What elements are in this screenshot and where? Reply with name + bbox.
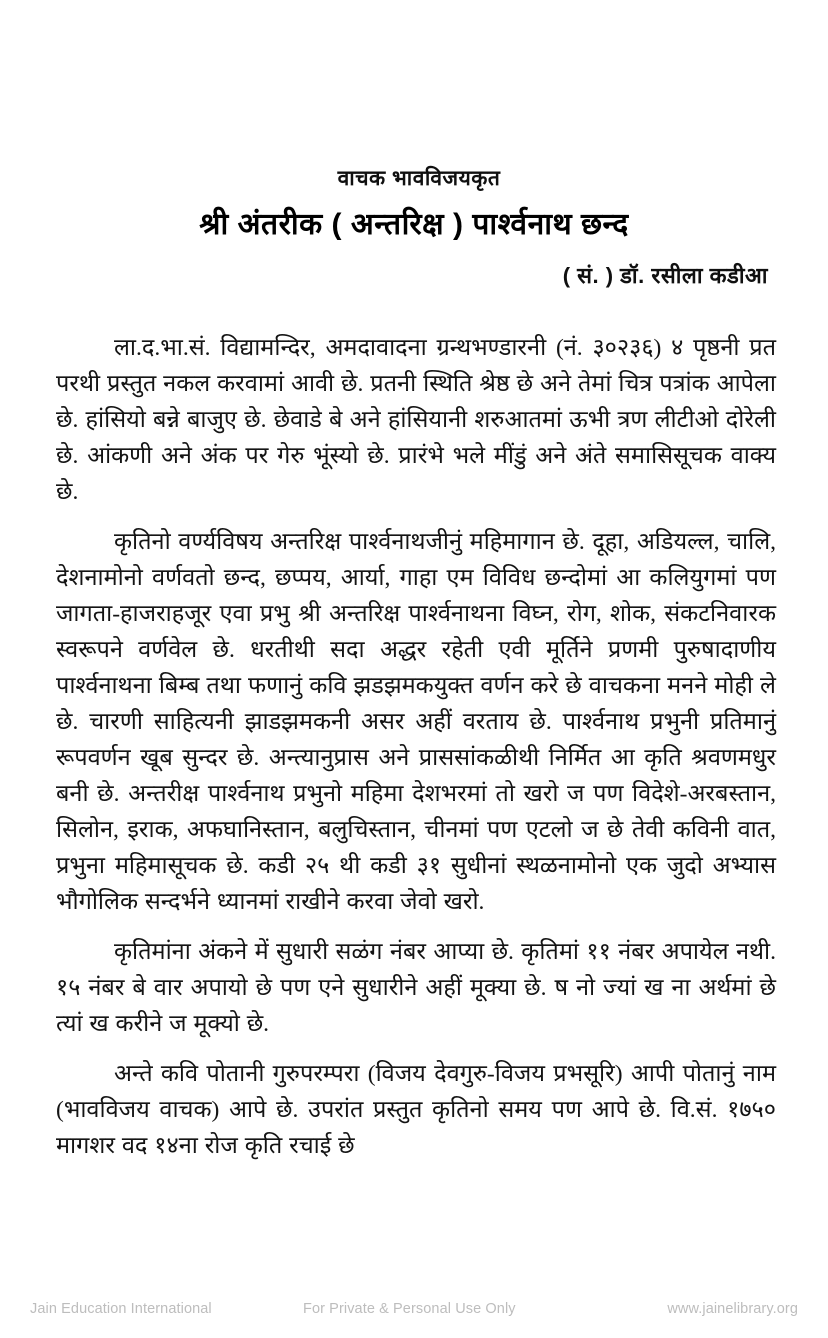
- editor-byline: ( सं. ) डॉ. रसीला कडीआ: [562, 262, 768, 288]
- page-header: [56, 166, 772, 290]
- page-title: श्री अंतरीक ( अन्तरिक्ष ) पार्श्वनाथ छन्द: [199, 208, 629, 242]
- paragraph-3: कृतिमांना अंकने में सुधारी सळंग नंबर आप्या छे. कृतिमां ११ नंबर अपायेल नथी. १५ नंबर बे वार अपायो छे पण एने सुधारीने अहीं मूक्या छे. ष नो ज्यां ख ना अर्थमां छे त्यां ख करीने ज मूक्यो छे.: [56, 939, 776, 1037]
- paragraph-1: ला.द.भा.सं. विद्यामन्दिर, अमदावादना ग्रन्थभण्डारनी (नं. ३०२३६) ४ पृष्ठनी प्रत परथी प्रस्तुत नकल करवामां आवी छे. प्रतनी स्थिति श्रेष्ठ छे अने तेमां चित्र पत्रांक आपेला छे. हांसियो बन्ने बाजुए छे. छेवाडे बे अने हांसियानी शरुआतमां ऊभी त्रण लीटीओ दोरेली छे. आंकणी अने अंक पर गेरु भूंस्यो छे. प्रारंभे भले मींडुं अने अंते समासिसूचक वाक्य छे.: [56, 335, 776, 505]
- footer-usage-notice: For Private & Personal Use Only: [303, 1301, 516, 1317]
- footer-organization: Jain Education International: [30, 1301, 212, 1317]
- body-text-column: [56, 330, 776, 1164]
- paragraph-2: कृतिनो वर्ण्यविषय अन्तरिक्ष पार्श्वनाथजीनुं महिमागान छे. दूहा, अडियल्ल, चालि, देशनामोनो वर्णवतो छन्द, छप्पय, आर्या, गाहा एम विविध छन्दोमां आ कलियुगमां पण जागता-हाजराहजूर एवा प्रभु श्री अन्तरिक्ष पार्श्वनाथना विघ्न, रोग, शोक, संकटनिवारक स्वरूपने वर्णवेल छे. धरतीथी सदा अद्धर रहेती एवी मूर्तिने प्रणमी पुरुषादाणीय पार्श्वनाथना बिम्ब तथा फणानुं कवि झडझमकयुक्त वर्णन करे छे वाचकना मनने मोही ले छे. चारणी साहित्यनी झाडझमकनी असर अहीं वरताय छे. पार्श्वनाथ प्रभुनी प्रतिमानुं रूपवर्णन खूब सुन्दर छे. अन्त्यानुप्रास अने प्राससांकळीथी निर्मित आ कृति श्रवणमधुर बनी छे. अन्तरीक्ष पार्श्वनाथ प्रभुनो महिमा देशभरमां तो खरो ज पण विदेशे-अरबस्तान, सिलोन, इराक, अफघानिस्तान, बलुचिस्तान, चीनमां पण एटलो ज छे तेवी कविनी वात, प्रभुना महिमासूचक छे. कडी २५ थी कडी ३१ सुधीनां स्थळनामोनो एक जुदो अभ्यास भौगोलिक सन्दर्भने ध्यानमां राखीने करवा जेवो खरो.: [56, 529, 776, 915]
- paragraph-4: अन्ते कवि पोतानी गुरुपरम्परा (विजय देवगुरु-विजय प्रभसूरि) आपी पोतानुं नाम (भावविजय वाचक) आपे छे. उपरांत प्रस्तुत कृतिनो समय पण आपे छे. वि.सं. १७५० मागशर वद १४ना रोज कृति रचाई छे: [56, 1061, 776, 1159]
- page-footer: [0, 1296, 828, 1322]
- footer-website-url[interactable]: www.jainelibrary.org: [667, 1301, 798, 1317]
- header-kicker: वाचक भावविजयकृत: [337, 167, 501, 190]
